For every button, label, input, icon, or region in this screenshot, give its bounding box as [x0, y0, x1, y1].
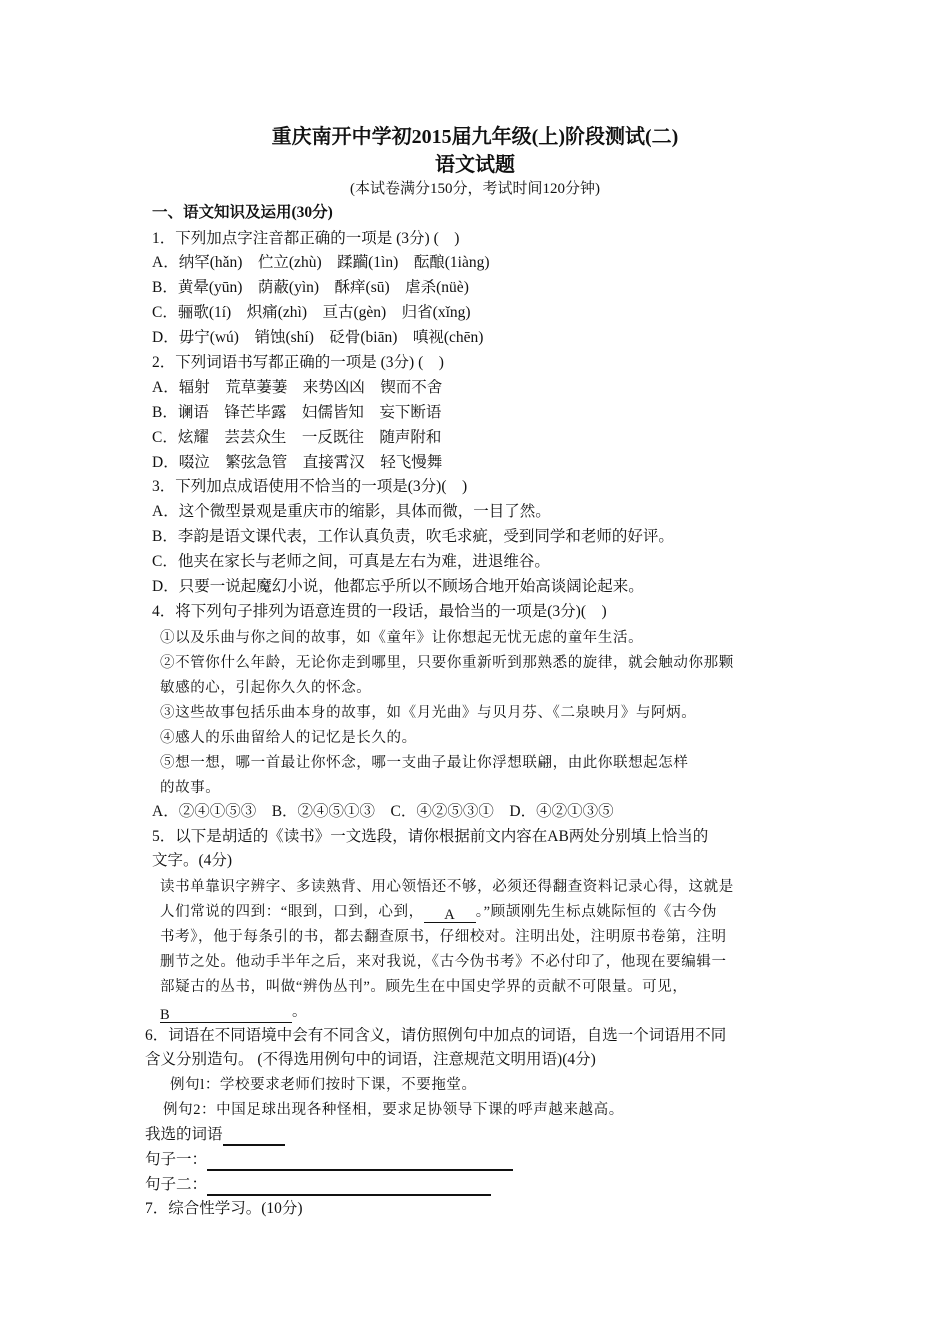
passage-text: 人们常说的四到：“眼到，口到，心到，: [160, 904, 424, 920]
question-1-option-b: B．黄晕(yūn) 荫蔽(yìn) 酥痒(sū) 虐杀(nüè): [152, 279, 469, 296]
sentence-1-row: [145, 1149, 513, 1171]
question-4-sentence: 敏感的心，引起你久久的怀念。: [160, 680, 372, 696]
question-2-option-b: B．谰语 锋芒毕露 妇儒皆知 妄下断语: [152, 404, 442, 421]
question-4-sentence: ④感人的乐曲留给人的记忆是长久的。: [160, 730, 417, 746]
question-3-option-a: A．这个微型景观是重庆市的缩影，具体而微，一目了然。: [152, 503, 551, 520]
passage-line: 删节之处。他动手半年之后，来对我说，《古今伪书考》不必付印了，他现在要编辑一: [160, 954, 727, 970]
exam-note: (本试卷满分150分，考试时间120分钟): [350, 181, 600, 197]
passage-text: 。: [292, 1004, 308, 1020]
question-6-stem: 6．词语在不同语境中会有不同含义，请仿照例句中加点的词语，自选一个词语用不同: [145, 1027, 727, 1044]
question-3-option-c: C．他夹在家长与老师之间，可真是左右为难，进退维谷。: [152, 553, 550, 570]
exam-title: 重庆南开中学初2015届九年级(上)阶段测试(二): [271, 126, 679, 148]
sentence-1-label: 句子一：: [145, 1151, 208, 1168]
sentence-2-blank[interactable]: [207, 1176, 491, 1196]
blank-b[interactable]: B: [160, 1004, 292, 1023]
sentence-2-row: [145, 1174, 491, 1196]
question-5-stem: 5．以下是胡适的《读书》一文选段，请你根据前文内容在AB两处分别填上恰当的: [152, 828, 709, 845]
example-sentence-2: 例句2：中国足球出现各种怪相，要求足协领导下课的呼声越来越高。: [163, 1102, 624, 1118]
question-1-option-a: A．纳罕(hǎn) 伫立(zhù) 蹂躏(1ìn) 酝酿(1iàng): [152, 254, 490, 271]
question-3-option-d: D．只要一说起魔幻小说，他都忘乎所以不顾场合地开始高谈阔论起来。: [152, 578, 644, 595]
my-word-row: [145, 1124, 285, 1146]
question-1-option-c: C．骊歌(1í) 炽痛(zhì) 亘古(gèn) 归省(xǐng): [152, 304, 471, 321]
question-4-choices: A．②④①⑤③ B．②④⑤①③ C．④②⑤③① D．④②①③⑤: [152, 803, 614, 820]
question-1-option-d: D．毋宁(wú) 销蚀(shí) 砭骨(biān) 嗔视(chēn): [152, 329, 484, 346]
question-4-sentence: ①以及乐曲与你之间的故事，如《童年》让你想起无忧无虑的童年生活。: [160, 630, 644, 646]
question-3-option-b: B．李韵是语文课代表，工作认真负责，吹毛求疵，受到同学和老师的好评。: [152, 528, 674, 545]
sentence-2-label: 句子二：: [145, 1176, 208, 1193]
example-sentence-1: 例句l：学校要求老师们按时下课，不要拖堂。: [170, 1077, 477, 1093]
passage-line: [160, 1001, 307, 1023]
passage-line: [160, 901, 717, 923]
passage-line: 读书单靠识字辨字、多读熟背、用心领悟还不够，必须还得翻查资料记录心得，这就是: [160, 879, 734, 895]
question-2-option-a: A．辐射 荒草萋萋 来势凶凶 锲而不舍: [152, 379, 443, 396]
question-4-sentence: ②不管你什么年龄，无论你走到哪里，只要你重新听到那熟悉的旋律，就会触动你那颗: [160, 655, 734, 671]
my-word-label: 我选的词语: [145, 1126, 223, 1143]
question-4-sentence: ⑤想一想，哪一首最让你怀念，哪一支曲子最让你浮想联翩，由此你联想起怎样: [160, 755, 689, 771]
question-3-stem: 3．下列加点成语使用不恰当的一项是(3分)( ): [152, 478, 468, 495]
question-5-stem-cont: 文字。(4分): [152, 852, 233, 869]
passage-line: 书考》，他于每条引的书，都去翻查原书，仔细校对。注明出处，注明原书卷第，注明: [160, 929, 727, 945]
question-4-sentence: ③这些故事包括乐曲本身的故事，如《月光曲》与贝月芬、《二泉映月》与阿炳。: [160, 705, 697, 721]
question-4-sentence: 的故事。: [160, 780, 221, 796]
sentence-1-blank[interactable]: [207, 1151, 513, 1171]
question-6-stem-cont: 含义分别造句。 (不得选用例句中的词语，注意规范文明用语)(4分): [145, 1051, 596, 1068]
my-word-blank[interactable]: [223, 1126, 285, 1146]
question-7-stem: 7．综合性学习。(10分): [145, 1200, 303, 1217]
exam-subtitle: 语文试题: [435, 154, 515, 176]
blank-a[interactable]: A: [424, 904, 476, 923]
question-4-stem: 4．将下列句子排列为语意连贯的一段话，最恰当的一项是(3分)( ): [152, 603, 607, 620]
question-1-stem: 1．下列加点字注音都正确的一项是 (3分) ( ): [152, 230, 460, 247]
passage-line: 部疑古的丛书，叫做“辨伪丛刊”。顾先生在中国史学界的贡献不可限量。可见，: [160, 979, 688, 995]
question-2-stem: 2．下列词语书写都正确的一项是 (3分) ( ): [152, 354, 444, 371]
question-2-option-d: D．啜泣 繁弦急管 直接霄汉 轻飞慢舞: [152, 454, 443, 471]
section-heading: 一、语文知识及运用(30分): [152, 204, 333, 221]
passage-text: 。”顾颉刚先生标点姚际恒的《古今伪: [475, 904, 718, 920]
question-2-option-c: C．炫耀 芸芸众生 一反既往 随声附和: [152, 429, 442, 446]
